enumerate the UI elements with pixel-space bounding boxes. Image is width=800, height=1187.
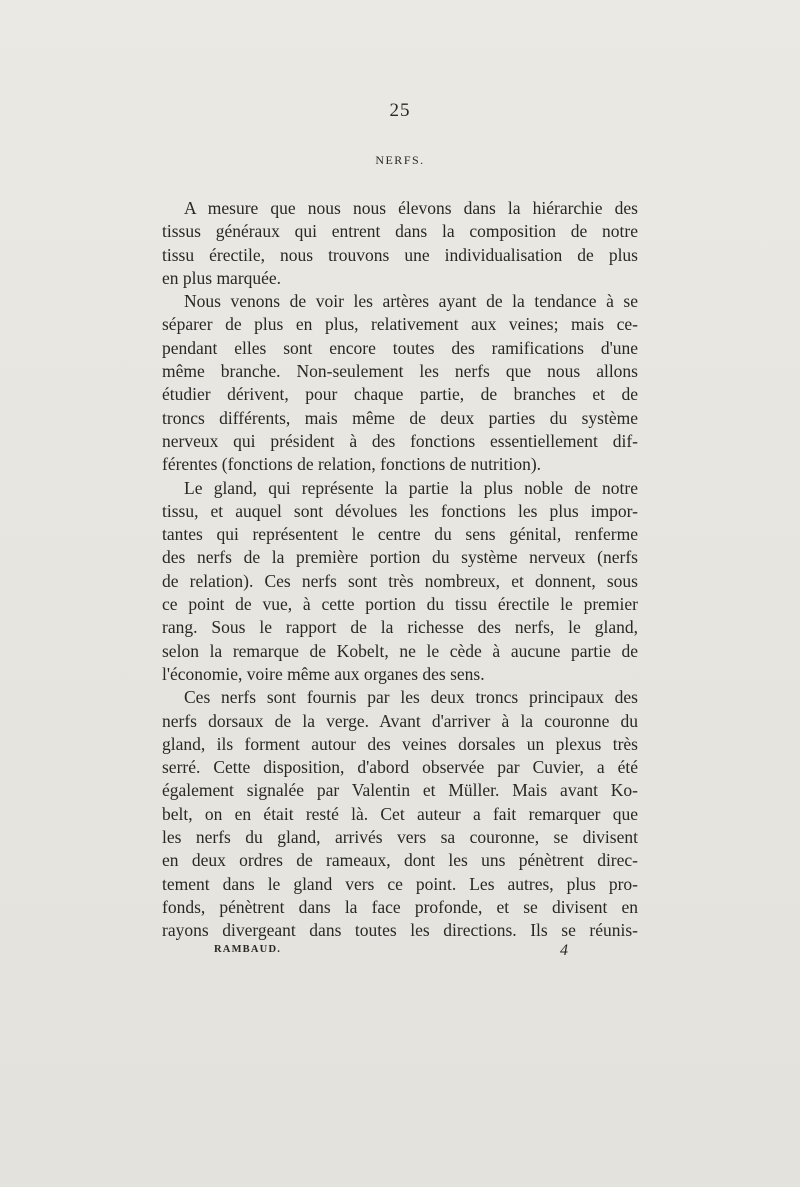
- text-line: fonds, pénètrent dans la face profonde, et se divisent en: [162, 896, 638, 917]
- text-line: également signalée par Valentin et Müller. Mais avant Ko-: [162, 780, 638, 801]
- text-line: nerveux qui président à des fonctions essentiellement dif-: [162, 430, 638, 451]
- text-line: ce point de vue, à cette portion du tissu érectile le premier: [162, 594, 638, 615]
- section-title: NERFS.: [375, 153, 425, 167]
- text-line: tantes qui représentent le centre du sens génital, renferme: [162, 524, 638, 545]
- text-line: gland, ils forment autour des veines dorsales un plexus très: [162, 733, 638, 754]
- text-line: étudier dérivent, pour chaque partie, de branches et de: [162, 384, 638, 405]
- page-number: 25: [389, 100, 411, 121]
- page-footer: [214, 944, 574, 964]
- sheet-number: 4: [560, 942, 568, 959]
- text-line: Nous venons de voir les artères ayant de la tendance à se: [184, 291, 638, 312]
- printer-signature: RAMBAUD.: [214, 944, 282, 955]
- text-line: des nerfs de la première portion du système nerveux (nerfs: [162, 547, 638, 568]
- text-line: belt, on en était resté là. Cet auteur a fait remarquer que: [162, 803, 638, 824]
- text-line: l'économie, voire même aux organes des sens.: [162, 663, 485, 684]
- text-line: A mesure que nous nous élevons dans la hiérarchie des: [184, 198, 638, 218]
- text-line: pendant elles sont encore toutes des ramifications d'une: [162, 337, 638, 358]
- text-line: selon la remarque de Kobelt, ne le cède à aucune partie de: [162, 640, 638, 661]
- text-line: rayons divergeant dans toutes les directions. Ils se réunis-: [162, 920, 638, 941]
- text-line: serré. Cette disposition, d'abord observée par Cuvier, a été: [162, 757, 638, 778]
- text-line: férentes (fonctions de relation, fonctions de nutrition).: [162, 454, 542, 475]
- text-line: en deux ordres de rameaux, dont les uns pénètrent direc-: [162, 850, 638, 871]
- text-line: Ces nerfs sont fournis par les deux troncs principaux des: [184, 687, 638, 708]
- text-line: en plus marquée.: [162, 267, 282, 288]
- text-line: séparer de plus en plus, relativement aux veines; mais ce-: [162, 314, 638, 335]
- text-line: rang. Sous le rapport de la richesse des nerfs, le gland,: [162, 617, 638, 638]
- text-line: tissu érectile, nous trouvons une individualisation de plus: [162, 244, 638, 265]
- text-line: tissu, et auquel sont dévolues les fonctions les plus impor-: [162, 500, 638, 521]
- text-line: tissus généraux qui entrent dans la composition de notre: [162, 221, 638, 242]
- text-line: tement dans le gland vers ce point. Les autres, plus pro-: [162, 873, 638, 894]
- text-line: nerfs dorsaux de la verge. Avant d'arriver à la couronne du: [162, 710, 638, 731]
- text-line: Le gland, qui représente la partie la plus noble de notre: [184, 477, 638, 498]
- body-text: [162, 197, 638, 943]
- text-line: de relation). Ces nerfs sont très nombreux, et donnent, sous: [162, 570, 638, 591]
- text-line: troncs différents, mais même de deux parties du système: [162, 407, 638, 428]
- text-line: les nerfs du gland, arrivés vers sa couronne, se divisent: [162, 827, 638, 848]
- text-line: même branche. Non-seulement les nerfs que nous allons: [162, 361, 638, 382]
